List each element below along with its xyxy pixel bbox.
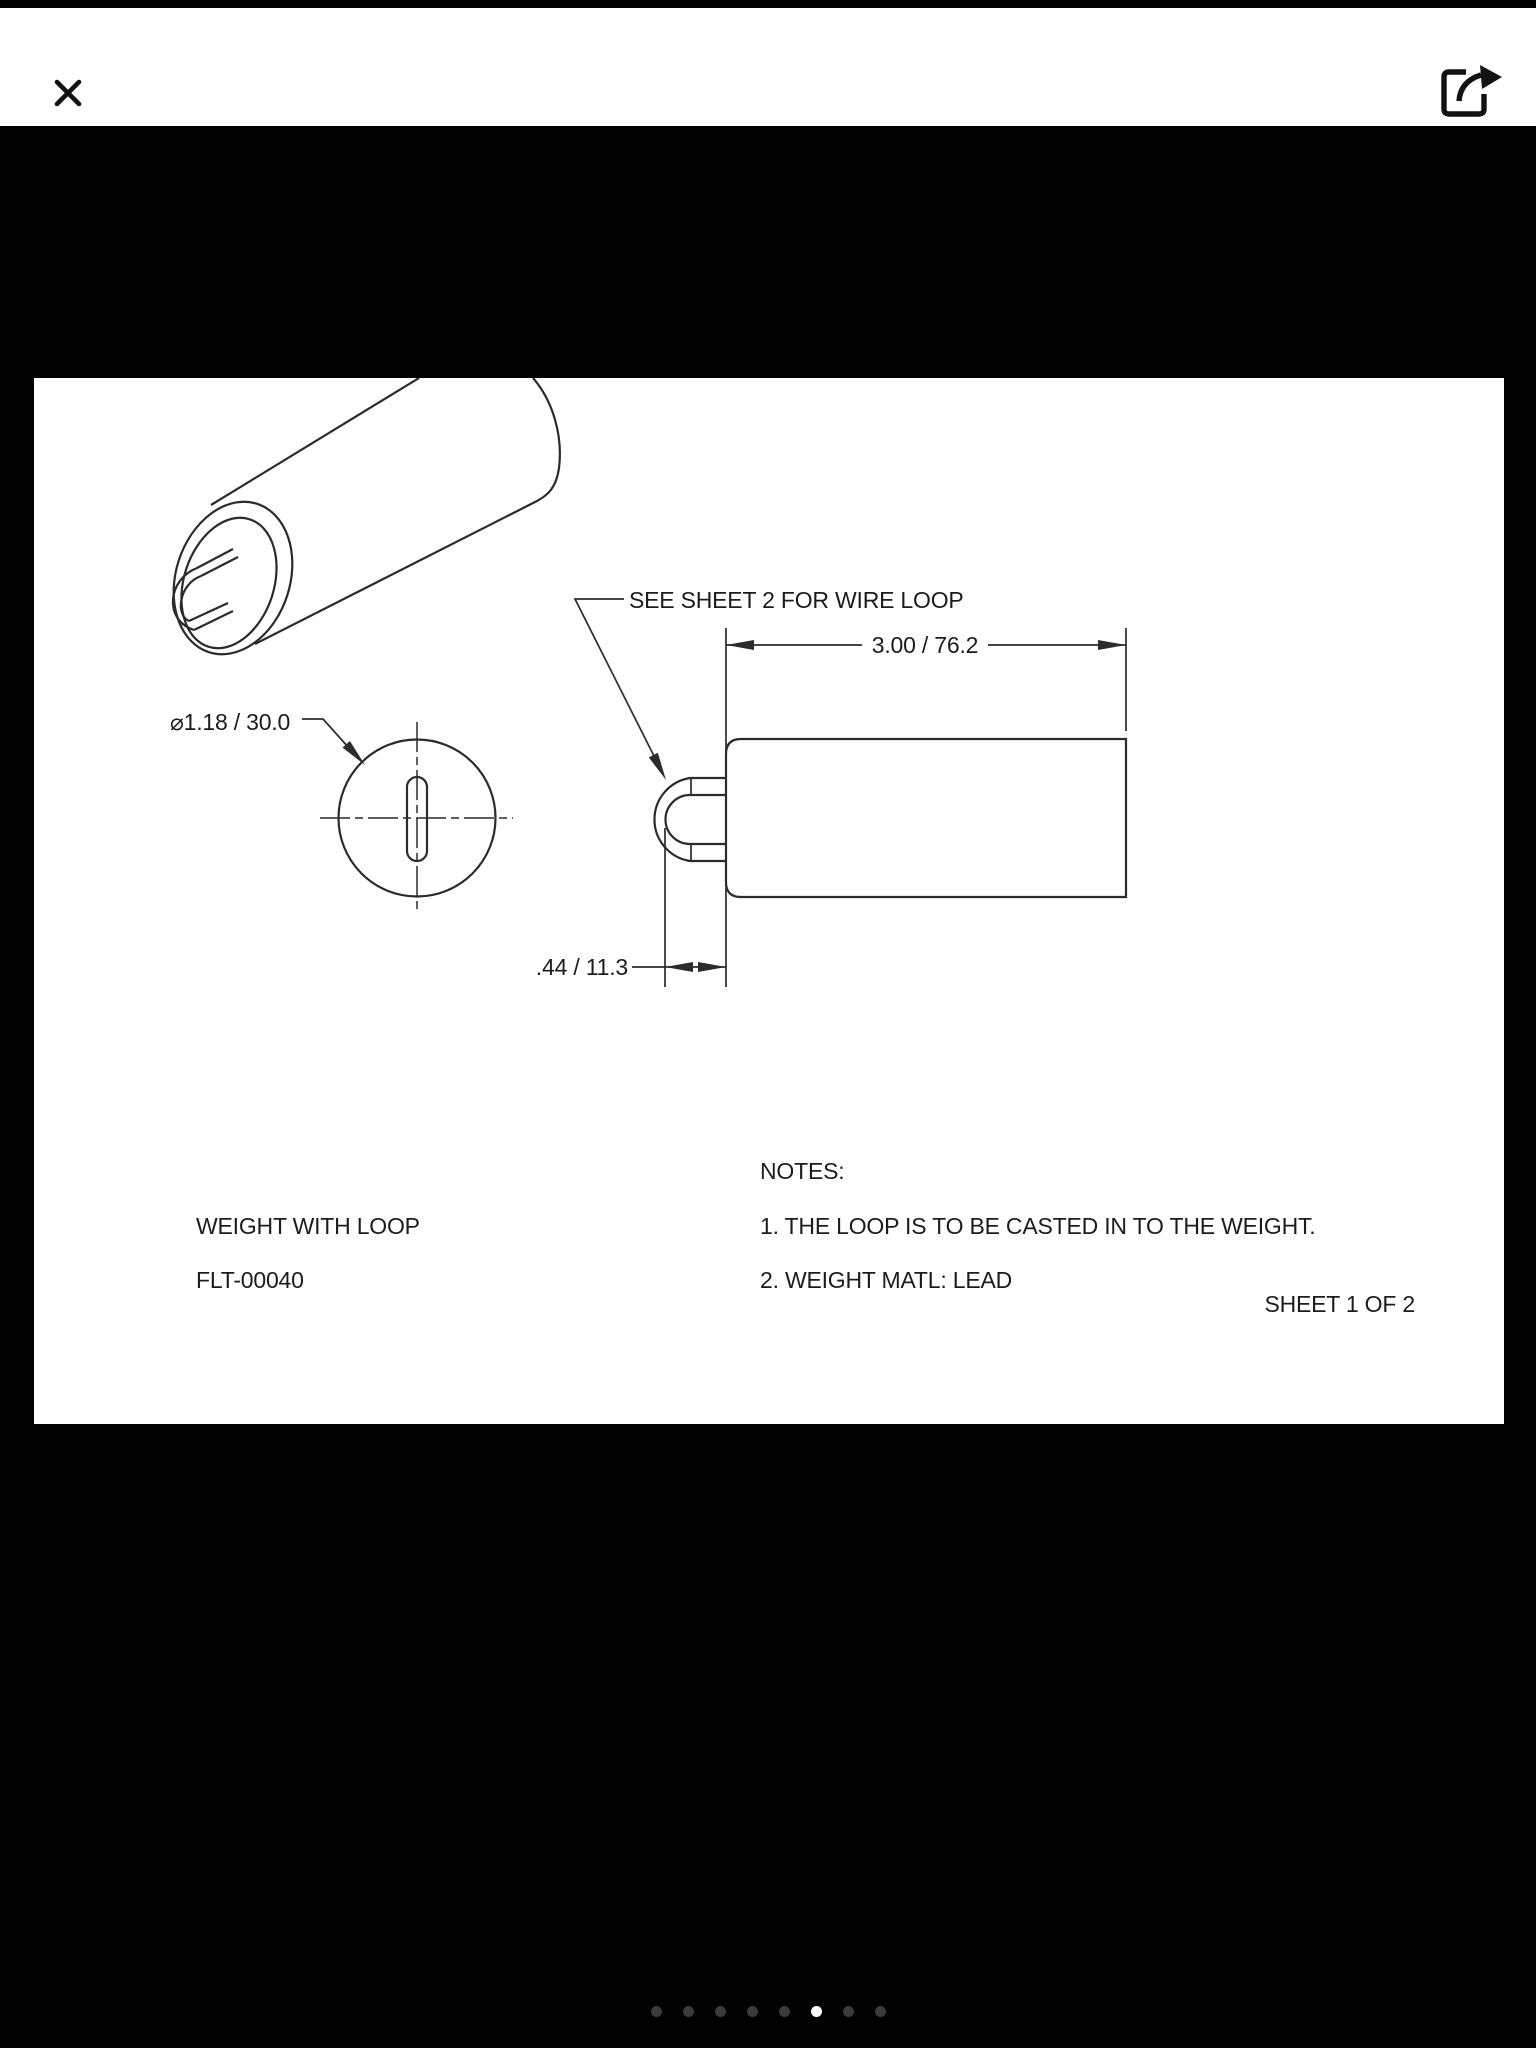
page-dot[interactable] [843, 2006, 854, 2017]
isometric-view [155, 378, 560, 670]
notes-block [760, 1158, 1316, 1293]
page-indicator [0, 2006, 1536, 2017]
close-icon [48, 72, 88, 112]
share-icon [1438, 58, 1510, 120]
notes-title: NOTES: [760, 1158, 845, 1184]
page-dot[interactable] [811, 2006, 822, 2017]
status-strip [0, 0, 1536, 8]
page-dot[interactable] [683, 2006, 694, 2017]
page-dot[interactable] [747, 2006, 758, 2017]
page-dot[interactable] [651, 2006, 662, 2017]
page-dot[interactable] [715, 2006, 726, 2017]
note-line-1: 1. THE LOOP IS TO BE CASTED IN TO THE WEIGHT. [760, 1213, 1316, 1239]
sheet-label: SHEET 1 OF 2 [1264, 1291, 1415, 1317]
dim-length-label: 3.00 / 76.2 [871, 632, 979, 658]
end-view [170, 709, 654, 914]
side-view [536, 587, 1126, 987]
note-line-2: 2. WEIGHT MATL: LEAD [760, 1267, 1013, 1293]
page-dot[interactable] [779, 2006, 790, 2017]
part-title: WEIGHT WITH LOOP [196, 1213, 420, 1239]
dim-diameter-label: ⌀1.18 / 30.0 [170, 709, 291, 735]
part-number: FLT-00040 [196, 1267, 304, 1293]
dim-loop-label: .44 / 11.3 [535, 954, 628, 980]
top-toolbar [0, 8, 1536, 126]
share-button[interactable] [1438, 58, 1510, 120]
engineering-drawing [34, 378, 1504, 1424]
document-viewer-area [0, 126, 1536, 2048]
close-button[interactable] [48, 72, 88, 112]
wire-loop-callout: SEE SHEET 2 FOR WIRE LOOP [629, 587, 964, 613]
page-dot[interactable] [875, 2006, 886, 2017]
drawing-sheet [34, 378, 1504, 1424]
